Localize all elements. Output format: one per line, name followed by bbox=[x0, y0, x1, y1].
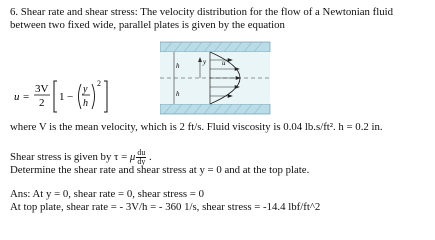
left-bracket bbox=[54, 81, 57, 112]
answer-line-2: At top plate, shear rate = - 3V/h = - 360 1/s, shear stress = -14.4 lbf/ft^2 bbox=[10, 201, 321, 213]
u-label: u bbox=[222, 59, 226, 67]
parallel-plates-figure bbox=[160, 40, 272, 116]
given-values-line: where V is the mean velocity, which is 2 ft/s. Fluid viscosity is 0.04 lb.s/ft². h = 0.2 in. bbox=[10, 121, 383, 133]
velocity-equation bbox=[12, 78, 122, 116]
task-line: Determine the shear rate and shear stress at y = 0 and at the top plate. bbox=[10, 164, 310, 176]
equation-equals: = bbox=[23, 91, 30, 103]
problem-statement-line-2: between two fixed wide, parallel plates is given by the equation bbox=[10, 19, 285, 31]
problem-statement-line-1: 6. Shear rate and shear stress: The velocity distribution for the flow of a Newtonian fluid bbox=[10, 6, 393, 18]
dy-denominator: dy bbox=[137, 157, 146, 166]
equation-minus: − bbox=[67, 91, 74, 103]
mu-symbol: μ bbox=[129, 150, 136, 163]
y-label: y bbox=[203, 58, 207, 66]
right-bracket bbox=[104, 81, 107, 112]
shear-suffix: . bbox=[146, 150, 152, 163]
shear-prefix: Shear stress is given by τ = bbox=[10, 150, 130, 163]
equation-lhs: u bbox=[14, 91, 20, 103]
h-label-bottom: h bbox=[176, 90, 180, 98]
coef-denominator: 2 bbox=[39, 97, 45, 109]
ratio-numerator: y bbox=[83, 84, 88, 95]
left-paren bbox=[79, 84, 82, 109]
coef-numerator: 3V bbox=[35, 83, 49, 95]
right-paren bbox=[92, 84, 95, 109]
equation-one: 1 bbox=[59, 91, 65, 103]
ratio-exponent: 2 bbox=[97, 79, 101, 88]
answer-line-1: Ans: At y = 0, shear rate = 0, shear stress = 0 bbox=[10, 188, 204, 200]
h-label-top: h bbox=[176, 62, 180, 70]
ratio-denominator: h bbox=[83, 98, 88, 109]
du-numerator: du bbox=[137, 148, 146, 157]
